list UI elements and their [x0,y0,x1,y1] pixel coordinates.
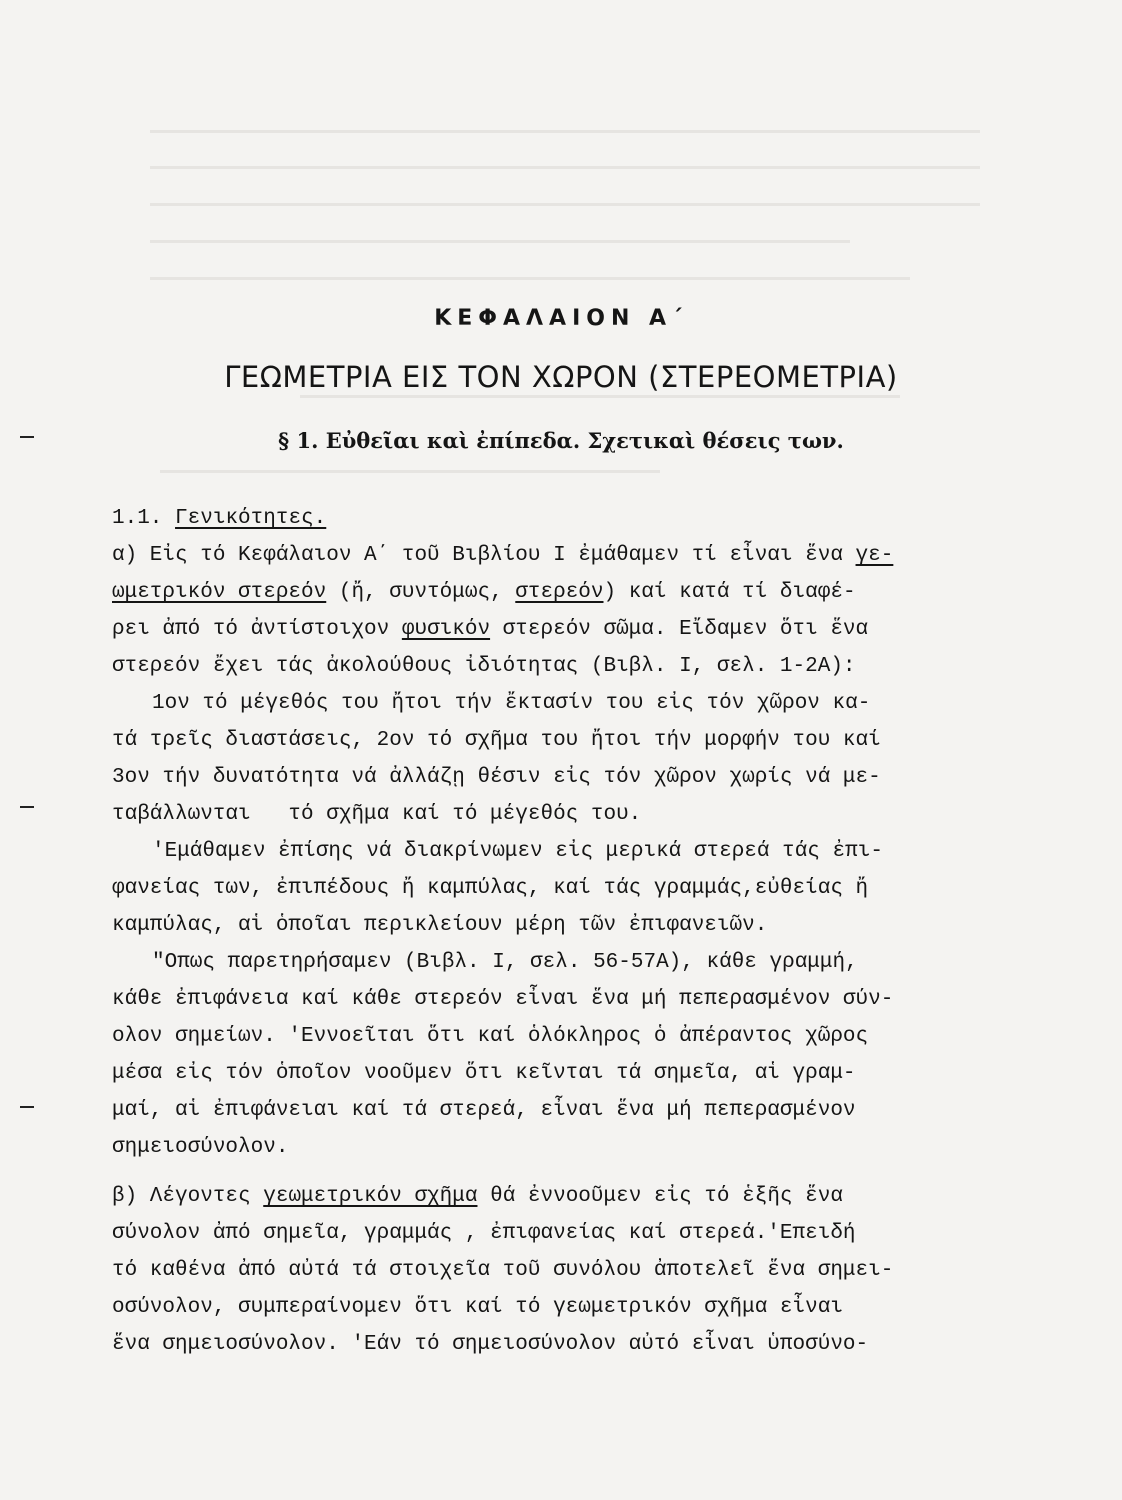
text-line: ταβάλλωνται τό σχῆμα καί τό μέγεθός του. [112,803,642,826]
subsection-title: Γενικότητες. [175,507,327,530]
subsection-number: 1.1. [112,507,163,530]
bleed-through-line [150,166,980,169]
paragraph-gap [112,1166,1012,1178]
text-span: θά ἐννοοῦμεν εἰς τό ἑξῆς ἕνα [477,1185,843,1208]
text-line: "Οπως παρετηρήσαμεν (Βιβλ. Ι, σελ. 56-57Α), κάθε γραμμή, [152,951,858,974]
underlined-term: φυσικόν [401,618,491,641]
text-line [112,1178,1012,1215]
text-line: μαί, αἱ ἐπιφάνειαι καί τά στερεά, εἶναι ἕνα μή πεπερασμένον [112,1099,856,1122]
text-line: οσύνολον, συμπεραίνομεν ὅτι καί τό γεωμετρικόν σχῆμα εἶναι [112,1296,843,1319]
underlined-term: γε- [855,544,894,567]
margin-mark [20,806,34,808]
bleed-through-line [160,470,660,473]
text-line: καμπύλας, αἱ ὁποῖαι περικλείουν μέρη τῶν ἐπιφανειῶν. [112,914,768,937]
underlined-term: ωμετρικόν στερεόν [112,581,327,604]
text-line [112,574,1012,611]
text-line: τά τρεῖς διαστάσεις, 2ον τό σχῆμα του ἤτοι τήν μορφήν του καί [112,729,881,752]
bleed-through-line [150,130,980,133]
underlined-term: γεωμετρικόν σχῆμα [263,1185,478,1208]
text-line: κάθε ἐπιφάνεια καί κάθε στερεόν εἶναι ἕνα μή πεπερασμένον σύν- [112,988,894,1011]
text-span: α) Εἰς τό Κεφάλαιον Α΄ τοῦ Βιβλίου Ι ἐμάθαμεν τί εἶναι ἕνα [112,544,856,567]
text-span: ) καί κατά τί διαφέ- [603,581,856,604]
text-line: 'Εμάθαμεν ἐπίσης νά διακρίνωμεν εἰς μερικά στερεά τάς ἐπι- [152,840,883,863]
text-span: (ἤ, συντόμως, [326,581,516,604]
text-line: ολον σημείων. 'Εννοεῖται ὅτι καί ὁλόκληρος ὁ ἀπέραντος χῶρος [112,1025,869,1048]
text-span: στερεόν σῶμα. Εἴδαμεν ὅτι ἕνα [490,618,869,641]
text-line: μέσα εἰς τόν ὁποῖον νοοῦμεν ὅτι κεῖνται τά σημεῖα, αἱ γραμ- [112,1062,856,1085]
text-line: σύνολον ἀπό σημεῖα, γραμμάς , ἐπιφανείας καί στερεά.'Επειδή [112,1222,856,1245]
body-text [112,500,1012,1363]
bleed-through-line [150,240,850,243]
text-line: στερεόν ἔχει τάς ἀκολούθους ἰδιότητας (Βιβλ. Ι, σελ. 1-2Α): [112,655,856,678]
bleed-through-line [150,203,980,206]
text-line: φανείας των, ἐπιπέδους ἤ καμπύλας, καί τάς γραμμάς,εὐθείας ἤ [112,877,869,900]
bleed-through-line [150,277,910,280]
text-line: 3ον τήν δυνατότητα νά ἀλλάζῃ θέσιν εἰς τόν χῶρον χωρίς νά με- [112,766,881,789]
text-line [112,537,1012,574]
chapter-heading: ΚΕΦΑΛΑΙΟΝ Α΄ [434,306,688,331]
text-line: σημειοσύνολον. [112,1136,289,1159]
subsection-heading [112,500,1012,537]
section-heading: § 1. Εὐθεῖαι καὶ ἐπίπεδα. Σχετικαὶ θέσεις των. [278,428,844,453]
underlined-term: στερεόν [515,581,604,604]
chapter-title: ΓΕΩΜΕΤΡΙΑ ΕΙΣ ΤΟΝ ΧΩΡΟΝ (ΣΤΕΡΕΟΜΕΤΡΙΑ) [224,360,898,394]
text-line: 1ον τό μέγεθός του ἤτοι τήν ἔκτασίν του εἰς τόν χῶρον κα- [152,692,871,715]
text-span: ρει ἀπό τό ἀντίστοιχον [112,618,402,641]
text-line: τό καθένα ἀπό αὐτά τά στοιχεῖα τοῦ συνόλου ἀποτελεῖ ἕνα σημει- [112,1259,894,1282]
margin-mark [20,1106,34,1108]
bleed-through-line [300,395,900,398]
text-line: ἕνα σημειοσύνολον. 'Εάν τό σημειοσύνολον αὐτό εἶναι ὑποσύνο- [112,1333,869,1356]
text-line [112,611,1012,648]
text-span: β) Λέγοντες [112,1185,264,1208]
